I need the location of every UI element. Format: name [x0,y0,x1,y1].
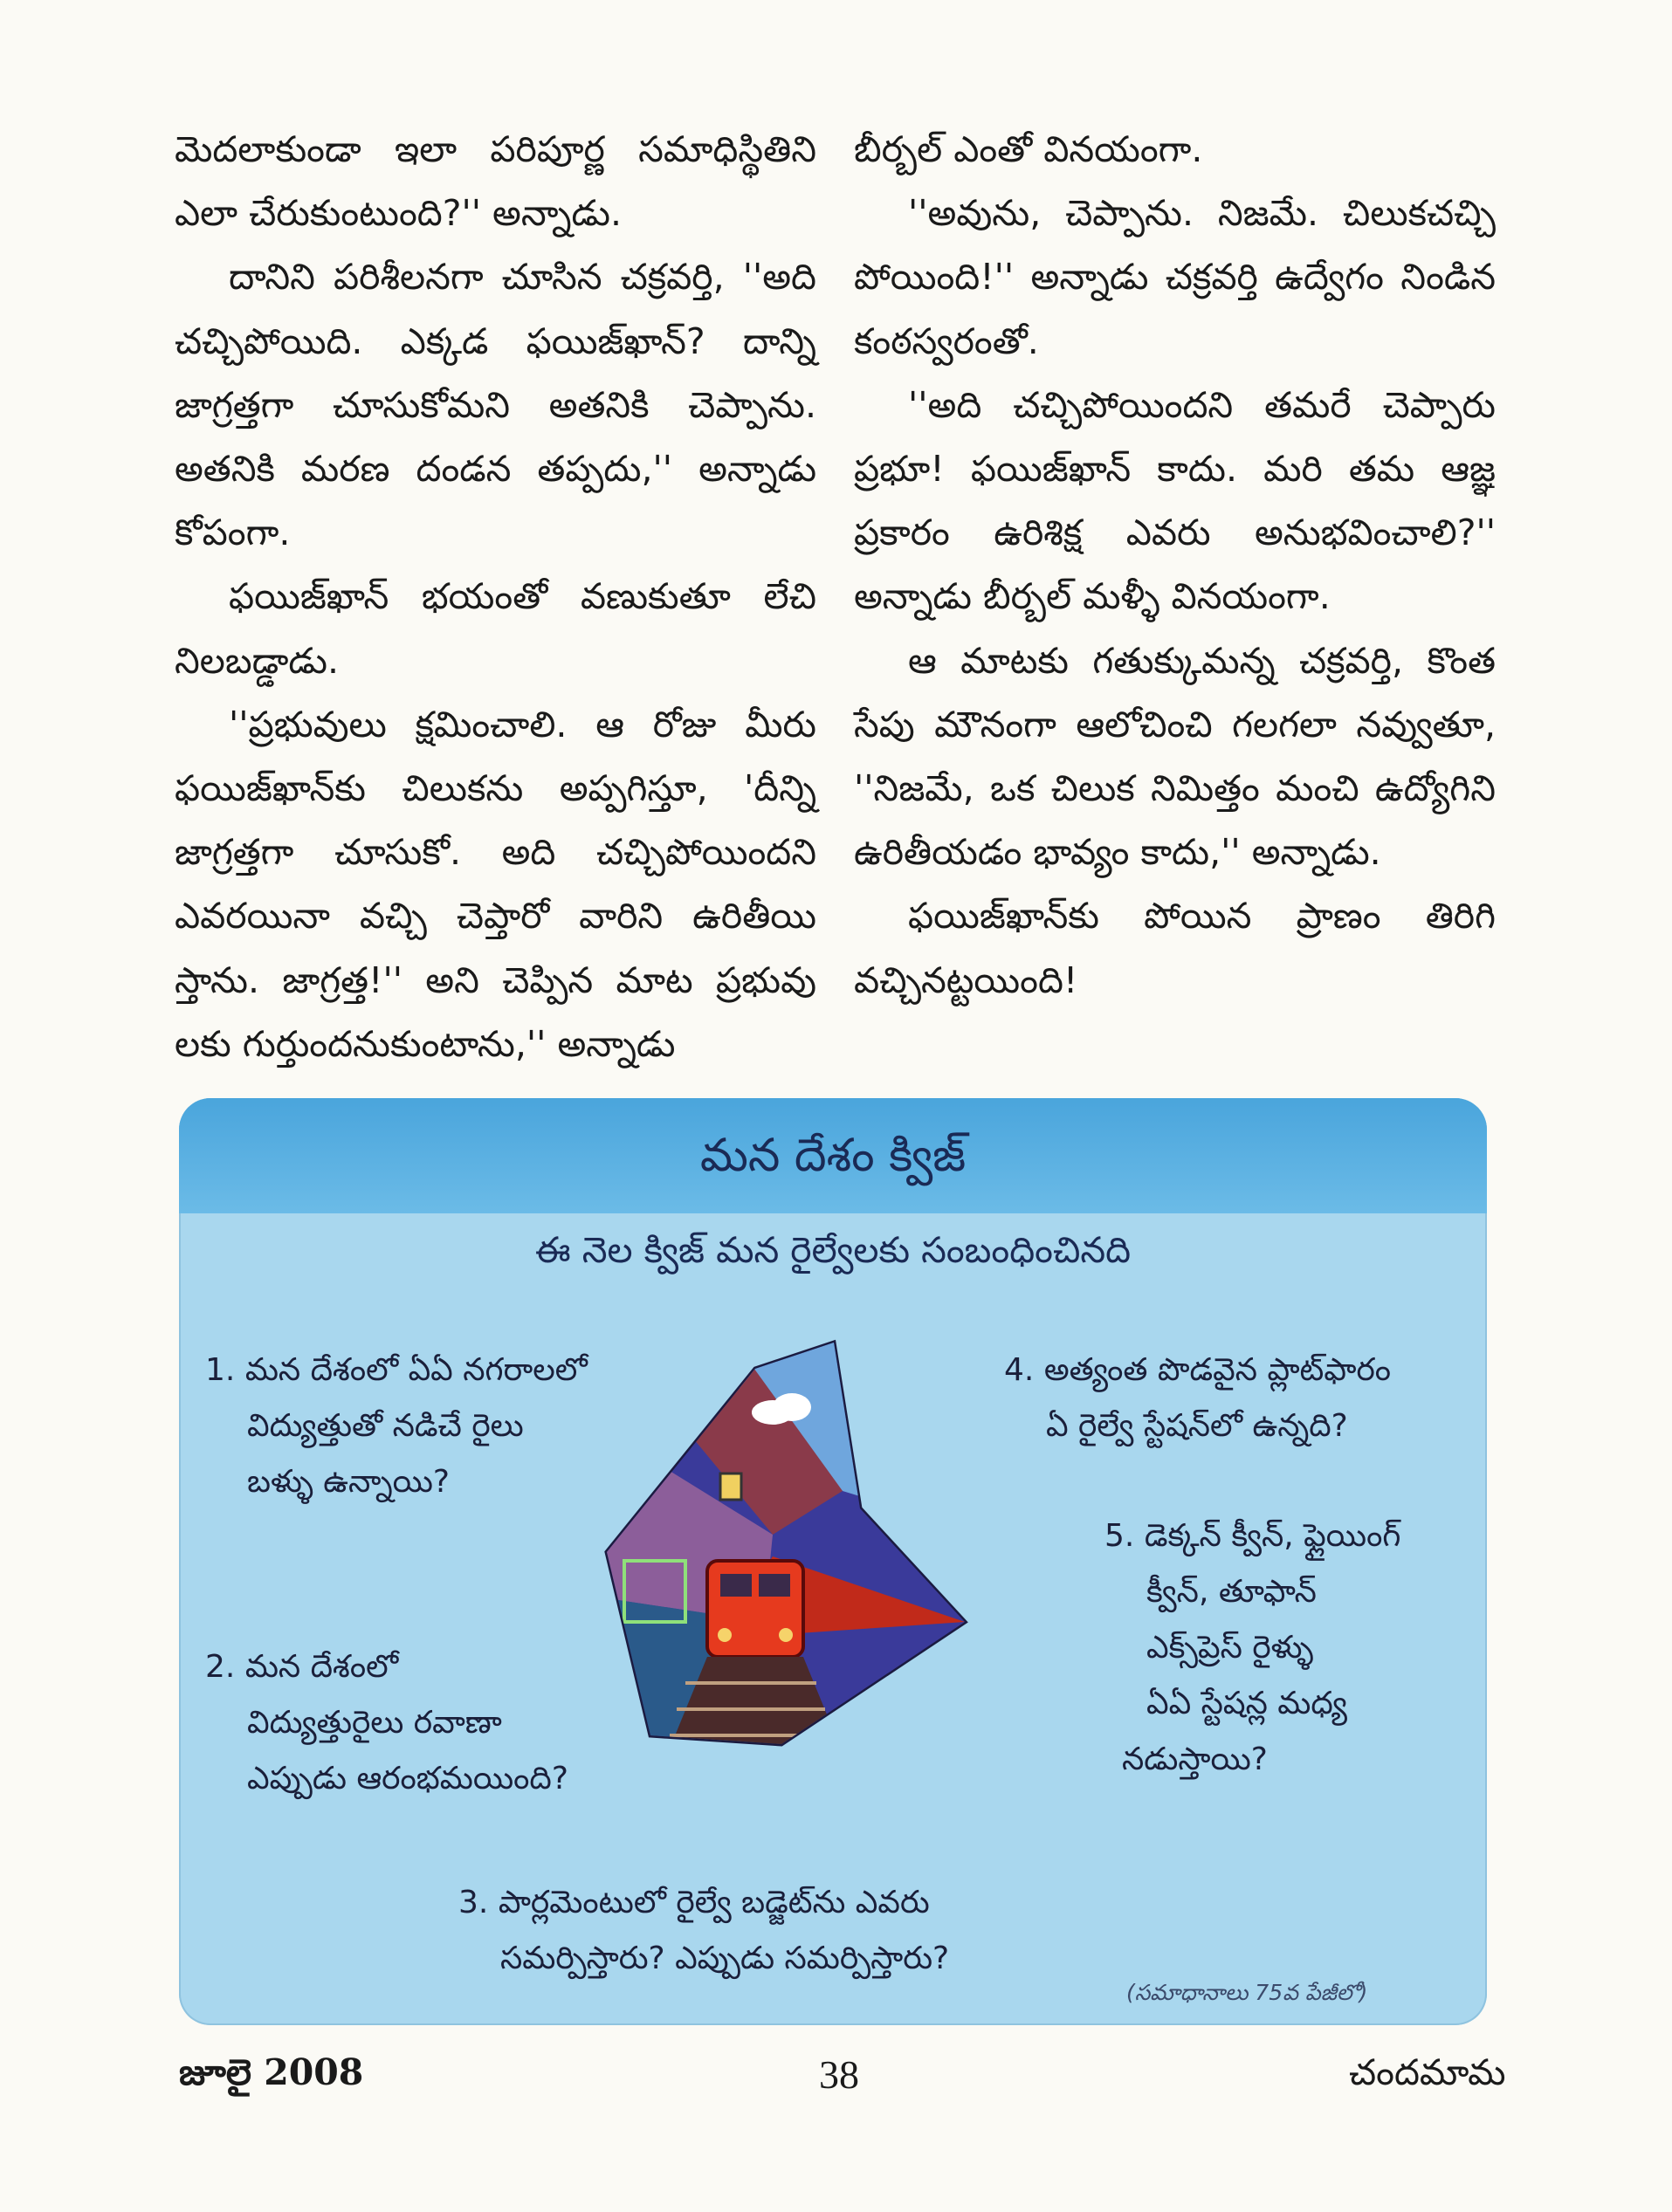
issue-date: జూలై 2008 [179,2051,364,2093]
article-left-column [175,118,816,1076]
question-line: పార్లమెంటులో రైల్వే బడ్జెట్‌ను ఎవరు [498,1885,930,1920]
question-number: 3. [458,1885,489,1920]
question-line: మన దేశంలో ఏఏ నగరాలలో [244,1352,588,1388]
page-number: 38 [819,2052,859,2097]
paragraph: మెదలాకుండా ఇలా పరిపూర్ణ సమాధిస్థితిని ఎలా చేరుకుంటుంది?'' అన్నాడు. [175,128,816,235]
paragraph: ''అది చచ్చిపోయిందని తమరే చెప్పారు ప్రభూ! ఫయిజ్‌ఖాన్ కాదు. మరి తమ ఆజ్ఞ ప్రకారం ఉరిశిక్ష ఎవరు అనుభవించాలి?'' అన్నాడు బీర్బల్ మళ్ళీ వినయంగా. [854,383,1496,618]
question-number: 2. [205,1649,236,1685]
question-line: ఎక్స్‌ప్రెస్ రైళ్ళు [1146,1630,1314,1666]
question-number: 5. [1104,1518,1135,1554]
quiz-question-3 [458,1875,949,1987]
paragraph: ఫయిజ్‌ఖాన్ భయంతో వణుకుతూ లేచి నిలబడ్డాడు. [175,575,816,682]
question-line: సమర్పిస్తారు? ఎప్పుడు సమర్పిస్తారు? [500,1941,950,1976]
question-line: విద్యుత్తుతో నడిచే రైలు [247,1408,524,1444]
question-line: బళ్ళు ఉన్నాయి? [247,1464,451,1500]
train-tunnel-illustration [554,1334,1043,1823]
paragraph: దానిని పరిశీలనగా చూసిన చక్రవర్తి, ''అది చచ్చిపోయిది. ఎక్కడ ఫయిజ్‌ఖాన్? దాన్ని జాగ్రత్తగా చూసుకోమని అతనికి చెప్పాను. అతనికి మరణ దండన తప్పదు,'' అన్నాడు కోపంగా. [175,256,816,554]
question-line: మన దేశంలో [244,1649,399,1685]
paragraph: ''అవును, చెప్పాను. నిజమే. చిలుకచచ్చి పోయింది!'' అన్నాడు చక్రవర్తి ఉద్వేగం నిండిన కంఠస్వరంతో. [854,192,1496,362]
magazine-name: చందమామ [1349,2051,1506,2093]
question-line: క్వీన్, తూఫాన్ [1146,1574,1317,1610]
quiz-question-5 [1104,1508,1400,1788]
quiz-subtitle: ఈ నెల క్విజ్ మన రైల్వేలకు సంబంధించినది [534,1229,1132,1271]
paragraph: ''ప్రభువులు క్షమించాలి. ఆ రోజు మీరు ఫయిజ్‌ఖాన్‌కు చిలుకను అప్పగిస్తూ, 'దీన్ని జాగ్రత్తగా చూసుకో. అది చచ్చిపోయిందని ఎవరయినా వచ్చి చెప్తారో వారిని ఉరితీయి స్తాను. జాగ్రత్త!'' అని చెప్పిన మాట ప్రభువు లకు గుర్తుందనుకుంటాను,'' అన్నాడు [175,703,816,1065]
lamp-icon [720,1474,741,1500]
question-number: 4. [1004,1352,1035,1388]
question-line: ఏఏ స్టేషన్ల మధ్య [1146,1686,1348,1721]
question-line: నడుస్తాయి? [1122,1741,1268,1777]
question-line: ఏ రైల్వే స్టేషన్‌లో ఉన్నది? [1046,1408,1348,1444]
question-number: 1. [205,1352,236,1388]
quiz-panel [179,1098,1487,2025]
article-right-column [854,118,1496,1013]
paragraph: బీర్బల్ ఎంతో వినయంగా. [854,128,1203,170]
quiz-question-1 [205,1343,588,1510]
quiz-title: మన దేశం క్విజ్ [179,1098,1487,1213]
answer-page-note: (సమాధానాలు 75వ పేజీలో) [1126,1980,1368,2005]
paragraph: ఆ మాటకు గతుక్కుమన్న చక్రవర్తి, కొంత సేపు మౌనంగా ఆలోచించి గలగలా నవ్వుతూ, ''నిజమే, ఒక చిలుక నిమిత్తం మంచి ఉద్యోగిని ఉరితీయడం భావ్యం కాదు,'' అన్నాడు. [854,639,1496,874]
quiz-question-2 [205,1639,568,1807]
question-line: ఎప్పుడు ఆరంభమయింది? [247,1761,568,1796]
question-line: విద్యుత్తురైలు రవాణా [247,1705,502,1741]
paragraph: ఫయిజ్‌ఖాన్‌కు పోయిన ప్రాణం తిరిగి వచ్చినట్టయింది! [854,895,1496,1001]
quiz-question-4 [1004,1343,1391,1454]
question-line: డెక్కన్ క్వీన్, ఫ్లైయింగ్ [1144,1518,1401,1554]
question-line: అత్యంత పొడవైన ప్లాట్‌ఫారం [1043,1352,1392,1388]
